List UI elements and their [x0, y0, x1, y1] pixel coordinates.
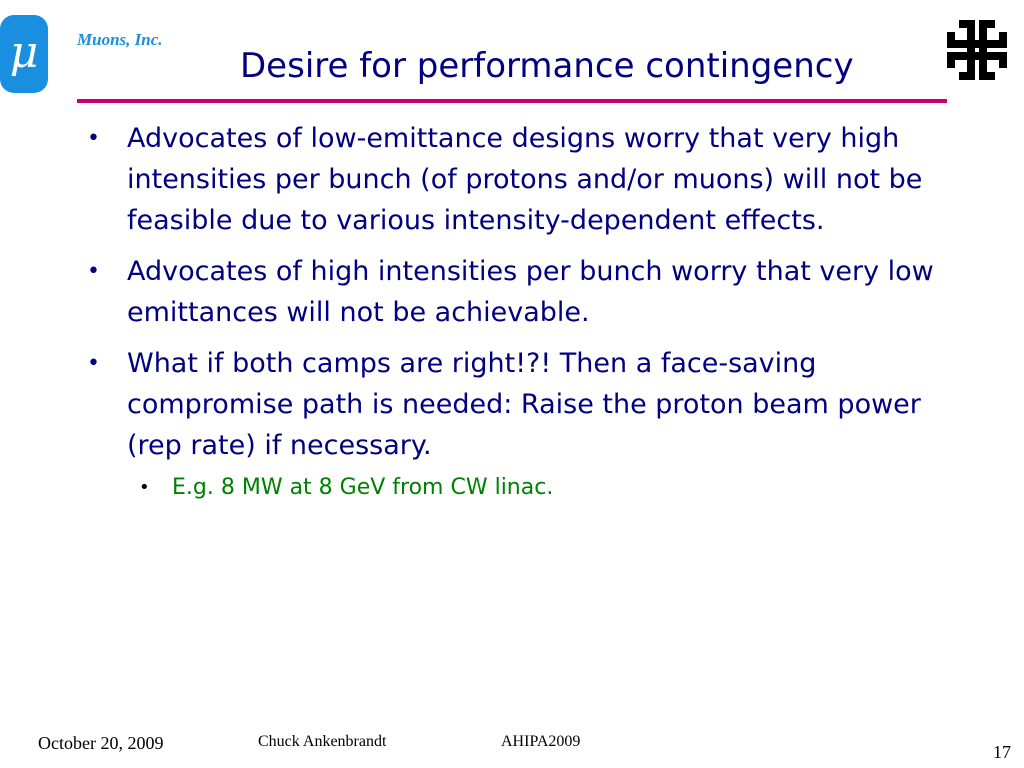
fermilab-logo-icon	[945, 18, 1009, 82]
bullet-item	[85, 251, 965, 333]
title-divider	[77, 99, 947, 103]
bullet-item	[85, 343, 965, 466]
muons-inc-logo: μ	[0, 15, 48, 93]
footer-author: Chuck Ankenbrandt	[258, 733, 387, 750]
sub-bullet-icon: •	[139, 477, 150, 498]
footer-conference: AHIPA2009	[501, 733, 581, 750]
bullet-list	[85, 118, 965, 504]
bullet-item	[85, 118, 965, 241]
bullet-icon: •	[87, 259, 100, 284]
bullet-icon: •	[87, 126, 100, 151]
slide-title: Desire for performance contingency	[240, 46, 854, 86]
bullet-text: What if both camps are right!?! Then a face-saving compromise path is needed: Raise the proton beam power (rep rate) if necessary.	[127, 348, 921, 461]
bullet-text: Advocates of low-emittance designs worry that very high intensities per bunch (of protons and/or muons) will not be feasible due to various intensity-dependent effects.	[127, 123, 923, 236]
sub-bullet-text: E.g. 8 MW at 8 GeV from CW linac.	[172, 475, 554, 500]
page-number: 17	[993, 742, 1011, 762]
bullet-text: Advocates of high intensities per bunch worry that very low emittances will not be achievable.	[127, 256, 934, 328]
company-name: Muons, Inc.	[77, 30, 163, 49]
bullet-icon: •	[87, 351, 100, 376]
sub-bullet-item	[85, 472, 965, 504]
footer-date: October 20, 2009	[38, 733, 164, 753]
